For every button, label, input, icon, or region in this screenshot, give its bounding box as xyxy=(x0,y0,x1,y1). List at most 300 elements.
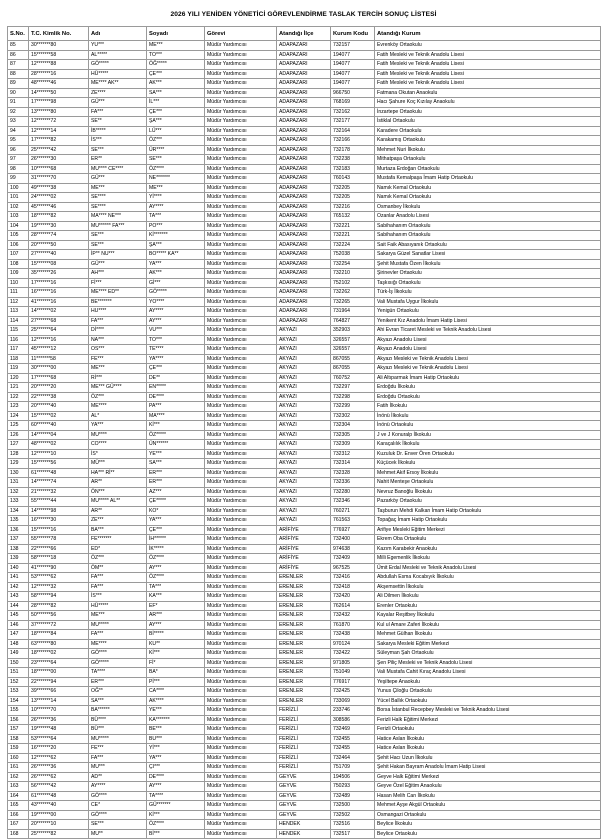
cell-ilce: ERENLER xyxy=(277,649,331,659)
cell-adi: ME**** xyxy=(89,402,147,412)
cell-soyadi: YA*** xyxy=(147,516,205,526)
cell-ilce: AKYAZI xyxy=(277,497,331,507)
cell-kurum: Türk-İş İlkokulu xyxy=(375,288,601,298)
cell-gorevi: Müdür Yardımcısı xyxy=(205,516,277,526)
cell-kurum: Vali Mustafa Uygur İlkokulu xyxy=(375,297,601,307)
cell-gorevi: Müdür Yardımcısı xyxy=(205,630,277,640)
cell-adi: ME**** ED** xyxy=(89,288,147,298)
cell-gorevi: Müdür Yardımcısı xyxy=(205,79,277,89)
table-row xyxy=(8,829,601,839)
cell-ilce: ADAPAZARI xyxy=(277,231,331,241)
cell-ilce: ARİFİYE xyxy=(277,563,331,573)
cell-sno: 112 xyxy=(8,297,29,307)
cell-kurum-kodu: 732418 xyxy=(331,582,375,592)
cell-gorevi: Müdür Yardımcısı xyxy=(205,202,277,212)
cell-kurum: Geyve Halk Eğitimi Merkezi xyxy=(375,772,601,782)
cell-adi: BÜ**** xyxy=(89,715,147,725)
cell-ilce: ADAPAZARI xyxy=(277,155,331,165)
cell-kurum: İnönü Ortaokulu xyxy=(375,421,601,431)
cell-ilce: AKYAZI xyxy=(277,383,331,393)
cell-kurum-kodu: 732517 xyxy=(331,829,375,839)
cell-gorevi: Müdür Yardımcısı xyxy=(205,658,277,668)
table-row xyxy=(8,611,601,621)
cell-soyadi: ÖĞ***** xyxy=(147,60,205,70)
cell-kurum-kodu: 732183 xyxy=(331,164,375,174)
cell-tc-kimlik: 16*******30 xyxy=(29,516,89,526)
table-row xyxy=(8,810,601,820)
cell-sno: 95 xyxy=(8,136,29,146)
cell-adi: ME*** xyxy=(89,611,147,621)
cell-kurum: Yenigün Ortaokulu xyxy=(375,307,601,317)
cell-tc-kimlik: 41*******90 xyxy=(29,563,89,573)
cell-adi: HA*** Rİ** xyxy=(89,468,147,478)
cell-tc-kimlik: 12*******62 xyxy=(29,753,89,763)
cell-tc-kimlik: 49*******38 xyxy=(29,183,89,193)
table-row xyxy=(8,402,601,412)
cell-tc-kimlik: 26*******62 xyxy=(29,772,89,782)
cell-kurum: Topağaç İmam Hatip Ortaokulu xyxy=(375,516,601,526)
cell-soyadi: AY*** xyxy=(147,316,205,326)
cell-soyadi: GÖ***** xyxy=(147,288,205,298)
cell-kurum-kodu: 732280 xyxy=(331,487,375,497)
cell-soyadi: ÖZ**** xyxy=(147,554,205,564)
cell-kurum: Fatih Mesleki ve Teknik Anadolu Lisesi xyxy=(375,60,601,70)
table-row xyxy=(8,145,601,155)
cell-kurum-kodu: 732166 xyxy=(331,136,375,146)
cell-tc-kimlik: 12*******14 xyxy=(29,126,89,136)
cell-kurum-kodu: 732328 xyxy=(331,468,375,478)
cell-sno: 162 xyxy=(8,772,29,782)
table-row xyxy=(8,288,601,298)
cell-sno: 103 xyxy=(8,212,29,222)
cell-gorevi: Müdür Yardımcısı xyxy=(205,791,277,801)
cell-ilce: ARİFİYE xyxy=(277,544,331,554)
table-row xyxy=(8,782,601,792)
cell-gorevi: Müdür Yardımcısı xyxy=(205,430,277,440)
cell-kurum: Yücel Ballık Ortaokulu xyxy=(375,696,601,706)
cell-kurum: Fatih Mesleki ve Teknik Anadolu Lisesi xyxy=(375,79,601,89)
cell-kurum-kodu: 768169 xyxy=(331,98,375,108)
cell-soyadi: PO*** xyxy=(147,221,205,231)
cell-kurum: Taşkısığı Ortaokulu xyxy=(375,278,601,288)
cell-tc-kimlik: 12*******72 xyxy=(29,117,89,127)
cell-kurum-kodu: 233746 xyxy=(331,706,375,716)
cell-ilce: AKYAZI xyxy=(277,487,331,497)
cell-kurum: Mehmet Ayşe Akgül Ortaokulu xyxy=(375,801,601,811)
table-row xyxy=(8,535,601,545)
cell-adi: FA*** xyxy=(89,753,147,763)
cell-soyadi: BE*** xyxy=(147,725,205,735)
cell-gorevi: Müdür Yardımcısı xyxy=(205,421,277,431)
cell-kurum-kodu: 733069 xyxy=(331,696,375,706)
cell-tc-kimlik: 16*******16 xyxy=(29,288,89,298)
table-row xyxy=(8,820,601,830)
header-kurum: Atandığı Kurum xyxy=(375,27,601,41)
cell-kurum-kodu: 732400 xyxy=(331,535,375,545)
cell-soyadi: VU*** xyxy=(147,326,205,336)
cell-soyadi: KA*** xyxy=(147,592,205,602)
cell-gorevi: Müdür Yardımcısı xyxy=(205,535,277,545)
cell-kurum-kodu: 732210 xyxy=(331,269,375,279)
cell-kurum-kodu: 732420 xyxy=(331,592,375,602)
cell-soyadi: TE**** xyxy=(147,345,205,355)
table-row xyxy=(8,250,601,260)
cell-kurum-kodu: 732500 xyxy=(331,801,375,811)
cell-tc-kimlik: 20*******10 xyxy=(29,820,89,830)
table-row xyxy=(8,278,601,288)
cell-ilce: ADAPAZARI xyxy=(277,240,331,250)
cell-adi: BA*** xyxy=(89,525,147,535)
cell-soyadi: AK*** xyxy=(147,269,205,279)
cell-kurum: Ali Altıparmak İmam Hatip Ortaokulu xyxy=(375,373,601,383)
cell-adi: İB***** xyxy=(89,126,147,136)
table-row xyxy=(8,364,601,374)
cell-sno: 140 xyxy=(8,563,29,573)
cell-adi: Rİ*** xyxy=(89,373,147,383)
cell-gorevi: Müdür Yardımcısı xyxy=(205,677,277,687)
cell-ilce: ADAPAZARI xyxy=(277,98,331,108)
cell-kurum: Sabihahanım Ortaokulu xyxy=(375,221,601,231)
cell-ilce: ADAPAZARI xyxy=(277,202,331,212)
cell-tc-kimlik: 15*******08 xyxy=(29,259,89,269)
cell-kurum: Taşburun Mehdi Kalkan İmam Hatip Ortaokulu xyxy=(375,506,601,516)
cell-kurum: Yenikent Kız Anadolu İmam Hatip Lisesi xyxy=(375,316,601,326)
cell-kurum: Pazarköy Ortaokulu xyxy=(375,497,601,507)
cell-kurum: Akyazı Mesleki ve Teknik Anadolu Lisesi xyxy=(375,354,601,364)
cell-tc-kimlik: 12*******32 xyxy=(29,582,89,592)
cell-soyadi: SE*** xyxy=(147,155,205,165)
cell-ilce: ADAPAZARI xyxy=(277,107,331,117)
cell-kurum: Akşemsettin İlkokulu xyxy=(375,582,601,592)
cell-soyadi: AY*** xyxy=(147,563,205,573)
cell-kurum: Kayalar Reşitbey İlkokulu xyxy=(375,611,601,621)
table-row xyxy=(8,136,601,146)
table-row xyxy=(8,601,601,611)
cell-tc-kimlik: 58*******18 xyxy=(29,554,89,564)
cell-tc-kimlik: 35*******26 xyxy=(29,269,89,279)
cell-adi: ZE**** xyxy=(89,88,147,98)
cell-kurum-kodu: 974638 xyxy=(331,544,375,554)
cell-kurum: Beylice Ortaokulu xyxy=(375,829,601,839)
table-row xyxy=(8,459,601,469)
cell-adi: FA*** xyxy=(89,316,147,326)
cell-adi: HU**** xyxy=(89,307,147,317)
cell-kurum-kodu: 326557 xyxy=(331,345,375,355)
cell-kurum-kodu: 732299 xyxy=(331,402,375,412)
cell-ilce: ERENLER xyxy=(277,611,331,621)
cell-gorevi: Müdür Yardımcısı xyxy=(205,544,277,554)
cell-kurum-kodu: 732422 xyxy=(331,649,375,659)
cell-adi: AL* xyxy=(89,411,147,421)
cell-sno: 153 xyxy=(8,687,29,697)
cell-sno: 89 xyxy=(8,79,29,89)
cell-ilce: AKYAZI xyxy=(277,459,331,469)
cell-sno: 161 xyxy=(8,763,29,773)
cell-gorevi: Müdür Yardımcısı xyxy=(205,582,277,592)
cell-gorevi: Müdür Yardımcısı xyxy=(205,601,277,611)
cell-sno: 101 xyxy=(8,193,29,203)
cell-ilce: ADAPAZARI xyxy=(277,250,331,260)
cell-ilce: ADAPAZARI xyxy=(277,212,331,222)
cell-adi: FA*** xyxy=(89,107,147,117)
cell-ilce: AKYAZI xyxy=(277,449,331,459)
cell-ilce: AKYAZI xyxy=(277,516,331,526)
cell-sno: 90 xyxy=(8,88,29,98)
cell-tc-kimlik: 13*******80 xyxy=(29,107,89,117)
cell-soyadi: ME*** xyxy=(147,183,205,193)
cell-ilce: FERİZLİ xyxy=(277,753,331,763)
cell-adi: AR** xyxy=(89,478,147,488)
cell-kurum-kodu: 762614 xyxy=(331,601,375,611)
cell-adi: MU**** xyxy=(89,430,147,440)
header-adi: Adı xyxy=(89,27,147,41)
cell-tc-kimlik: 19*******00 xyxy=(29,810,89,820)
cell-tc-kimlik: 15*******16 xyxy=(29,525,89,535)
table-row xyxy=(8,202,601,212)
table-row xyxy=(8,98,601,108)
cell-tc-kimlik: 48*******02 xyxy=(29,440,89,450)
cell-soyadi: ŞA*** xyxy=(147,240,205,250)
cell-sno: 97 xyxy=(8,155,29,165)
cell-adi: SE*** xyxy=(89,820,147,830)
cell-adi: YA*** xyxy=(89,421,147,431)
cell-sno: 115 xyxy=(8,326,29,336)
cell-soyadi: BA* xyxy=(147,668,205,678)
cell-soyadi: YA*** xyxy=(147,259,205,269)
cell-gorevi: Müdür Yardımcısı xyxy=(205,155,277,165)
cell-kurum: İnönü İlkokulu xyxy=(375,411,601,421)
cell-kurum-kodu: 732469 xyxy=(331,725,375,735)
cell-ilce: ERENLER xyxy=(277,658,331,668)
cell-adi: SE** xyxy=(89,117,147,127)
cell-adi: ER** xyxy=(89,155,147,165)
cell-kurum-kodu: 760271 xyxy=(331,506,375,516)
cell-gorevi: Müdür Yardımcısı xyxy=(205,506,277,516)
cell-kurum: Şehit Mustafa Özen İlkokulu xyxy=(375,259,601,269)
cell-gorevi: Müdür Yardımcısı xyxy=(205,649,277,659)
cell-soyadi: GÜ******* xyxy=(147,801,205,811)
cell-tc-kimlik: 58*******94 xyxy=(29,592,89,602)
cell-sno: 86 xyxy=(8,50,29,60)
cell-tc-kimlik: 61*******48 xyxy=(29,468,89,478)
cell-sno: 125 xyxy=(8,421,29,431)
cell-ilce: ADAPAZARI xyxy=(277,79,331,89)
cell-sno: 151 xyxy=(8,668,29,678)
cell-sno: 163 xyxy=(8,782,29,792)
cell-sno: 102 xyxy=(8,202,29,212)
cell-sno: 122 xyxy=(8,392,29,402)
header-sno: S.No. xyxy=(8,27,29,41)
cell-adi: MU****** FA*** xyxy=(89,221,147,231)
cell-gorevi: Müdür Yardımcısı xyxy=(205,810,277,820)
cell-adi: NA*** xyxy=(89,335,147,345)
cell-tc-kimlik: 15*******02 xyxy=(29,411,89,421)
header-ilce: Atandığı İlçe xyxy=(277,27,331,41)
cell-ilce: AKYAZI xyxy=(277,326,331,336)
table-row xyxy=(8,620,601,630)
table-row xyxy=(8,193,601,203)
cell-ilce: ADAPAZARI xyxy=(277,174,331,184)
table-row xyxy=(8,326,601,336)
cell-adi: GÖ**** xyxy=(89,791,147,801)
cell-kurum-kodu: 867055 xyxy=(331,354,375,364)
cell-soyadi: DE** xyxy=(147,373,205,383)
table-row xyxy=(8,373,601,383)
cell-soyadi: ÜN****** xyxy=(147,440,205,450)
cell-soyadi: EN***** xyxy=(147,383,205,393)
cell-kurum-kodu: 732221 xyxy=(331,231,375,241)
cell-kurum: Nahit Menteşe Ortaokulu xyxy=(375,478,601,488)
cell-adi: SE*** xyxy=(89,231,147,241)
cell-sno: 132 xyxy=(8,487,29,497)
table-row xyxy=(8,316,601,326)
cell-kurum: Ahi Evran Ticaret Mesleki ve Teknik Anadolu Lisesi xyxy=(375,326,601,336)
cell-kurum: Erdoğdu Ortaokulu xyxy=(375,392,601,402)
cell-kurum: Sakarya Güzel Sanatlar Lisesi xyxy=(375,250,601,260)
cell-soyadi: BO***** KA** xyxy=(147,250,205,260)
cell-tc-kimlik: 28*******74 xyxy=(29,231,89,241)
cell-gorevi: Müdür Yardımcısı xyxy=(205,193,277,203)
table-row xyxy=(8,649,601,659)
cell-tc-kimlik: 23*******64 xyxy=(29,658,89,668)
cell-tc-kimlik: 27*******40 xyxy=(29,250,89,260)
cell-kurum-kodu: 732305 xyxy=(331,430,375,440)
cell-ilce: GEYVE xyxy=(277,810,331,820)
cell-kurum: Şehit Hacı Uzun İlkokulu xyxy=(375,753,601,763)
cell-ilce: ERENLER xyxy=(277,677,331,687)
cell-kurum: Erenler Ortaokulu xyxy=(375,601,601,611)
cell-adi: GÜ*** xyxy=(89,98,147,108)
cell-gorevi: Müdür Yardımcısı xyxy=(205,364,277,374)
table-row xyxy=(8,772,601,782)
cell-soyadi: LÜ*** xyxy=(147,126,205,136)
table-row xyxy=(8,725,601,735)
cell-gorevi: Müdür Yardımcısı xyxy=(205,763,277,773)
table-row xyxy=(8,269,601,279)
document-title: 2026 YILI YENİDEN YÖNETİCİ GÖREVLENDİRME TASLAK TERCİH SONUÇ LİSTESİ xyxy=(170,11,437,18)
cell-gorevi: Müdür Yardımcısı xyxy=(205,41,277,51)
cell-kurum-kodu: 750293 xyxy=(331,782,375,792)
cell-kurum-kodu: 732312 xyxy=(331,449,375,459)
cell-adi: AR** xyxy=(89,506,147,516)
cell-sno: 119 xyxy=(8,364,29,374)
cell-kurum: Ferizli Halk Eğitimi Merkezi xyxy=(375,715,601,725)
cell-soyadi: DE**** xyxy=(147,772,205,782)
cell-kurum: Fatih Mesleki ve Teknik Anadolu Lisesi xyxy=(375,69,601,79)
cell-ilce: AKYAZI xyxy=(277,421,331,431)
cell-ilce: HENDEK xyxy=(277,820,331,830)
cell-tc-kimlik: 24*******02 xyxy=(29,193,89,203)
cell-ilce: AKYAZI xyxy=(277,478,331,488)
cell-kurum: Hatice Aslan İlkokulu xyxy=(375,744,601,754)
cell-kurum-kodu: 732302 xyxy=(331,411,375,421)
cell-adi: FE******* xyxy=(89,535,147,545)
table-row xyxy=(8,763,601,773)
cell-kurum: Borsa İstanbul Recepbey Mesleki ve Teknik Anadolu Lisesi xyxy=(375,706,601,716)
cell-adi: OS*** xyxy=(89,345,147,355)
cell-ilce: ADAPAZARI xyxy=(277,193,331,203)
cell-sno: 131 xyxy=(8,478,29,488)
cell-kurum-kodu: 966750 xyxy=(331,88,375,98)
cell-kurum-kodu: 732157 xyxy=(331,41,375,51)
cell-kurum-kodu: 732205 xyxy=(331,193,375,203)
cell-kurum: Mustafa Kemalpaşa İmam Hatip Ortaokulu xyxy=(375,174,601,184)
cell-sno: 104 xyxy=(8,221,29,231)
cell-tc-kimlik: 17*******98 xyxy=(29,98,89,108)
table-row xyxy=(8,183,601,193)
cell-ilce: FERİZLİ xyxy=(277,725,331,735)
cell-soyadi: ÖZ***** xyxy=(147,430,205,440)
cell-ilce: AKYAZI xyxy=(277,506,331,516)
cell-kurum: Ümit Erdal Mesleki ve Teknik Anadolu Lisesi xyxy=(375,563,601,573)
cell-tc-kimlik: 10*******68 xyxy=(29,164,89,174)
table-row xyxy=(8,345,601,355)
cell-ilce: AKYAZI xyxy=(277,402,331,412)
cell-sno: 98 xyxy=(8,164,29,174)
table-row xyxy=(8,544,601,554)
cell-ilce: AKYAZI xyxy=(277,468,331,478)
cell-kurum-kodu: 732455 xyxy=(331,734,375,744)
cell-sno: 143 xyxy=(8,592,29,602)
cell-kurum-kodu: 732432 xyxy=(331,611,375,621)
table-row xyxy=(8,497,601,507)
table-row xyxy=(8,506,601,516)
cell-sno: 85 xyxy=(8,41,29,51)
cell-soyadi: İK***** xyxy=(147,544,205,554)
cell-tc-kimlik: 17*******82 xyxy=(29,136,89,146)
cell-adi: ÖZ*** xyxy=(89,554,147,564)
table-row xyxy=(8,117,601,127)
header-tc-kimlik: T.C. Kimlik No. xyxy=(29,27,89,41)
cell-tc-kimlik: 26*******36 xyxy=(29,763,89,773)
cell-kurum: İnzartepe Ortaokulu xyxy=(375,107,601,117)
cell-tc-kimlik: 14*******04 xyxy=(29,430,89,440)
cell-sno: 138 xyxy=(8,544,29,554)
cell-gorevi: Müdür Yardımcısı xyxy=(205,88,277,98)
cell-ilce: AKYAZI xyxy=(277,364,331,374)
cell-ilce: ARİFİYE xyxy=(277,535,331,545)
cell-ilce: AKYAZI xyxy=(277,373,331,383)
cell-gorevi: Müdür Yardımcısı xyxy=(205,478,277,488)
cell-adi: GÜ*** xyxy=(89,174,147,184)
cell-soyadi: Kİ*** xyxy=(147,649,205,659)
cell-kurum-kodu: 732162 xyxy=(331,107,375,117)
cell-soyadi: KU** xyxy=(147,639,205,649)
cell-gorevi: Müdür Yardımcısı xyxy=(205,98,277,108)
cell-kurum-kodu: 352903 xyxy=(331,326,375,336)
table-row xyxy=(8,50,601,60)
table-body xyxy=(8,41,601,839)
cell-kurum-kodu: 732298 xyxy=(331,392,375,402)
cell-kurum-kodu: 752102 xyxy=(331,278,375,288)
cell-gorevi: Müdür Yardımcısı xyxy=(205,117,277,127)
cell-ilce: ERENLER xyxy=(277,582,331,592)
cell-gorevi: Müdür Yardımcısı xyxy=(205,668,277,678)
cell-tc-kimlik: 26*******30 xyxy=(29,155,89,165)
cell-sno: 154 xyxy=(8,696,29,706)
cell-gorevi: Müdür Yardımcısı xyxy=(205,639,277,649)
cell-sno: 155 xyxy=(8,706,29,716)
cell-gorevi: Müdür Yardımcısı xyxy=(205,221,277,231)
cell-tc-kimlik: 18*******02 xyxy=(29,649,89,659)
cell-kurum: Karaçalılık İlkokulu xyxy=(375,440,601,450)
cell-soyadi: Gİ*** xyxy=(147,278,205,288)
cell-adi: OĞ** xyxy=(89,687,147,697)
table-row xyxy=(8,592,601,602)
cell-kurum: Sait Faik Abasıyanık Ortaokulu xyxy=(375,240,601,250)
cell-gorevi: Müdür Yardımcısı xyxy=(205,440,277,450)
cell-soyadi: İL*** xyxy=(147,98,205,108)
